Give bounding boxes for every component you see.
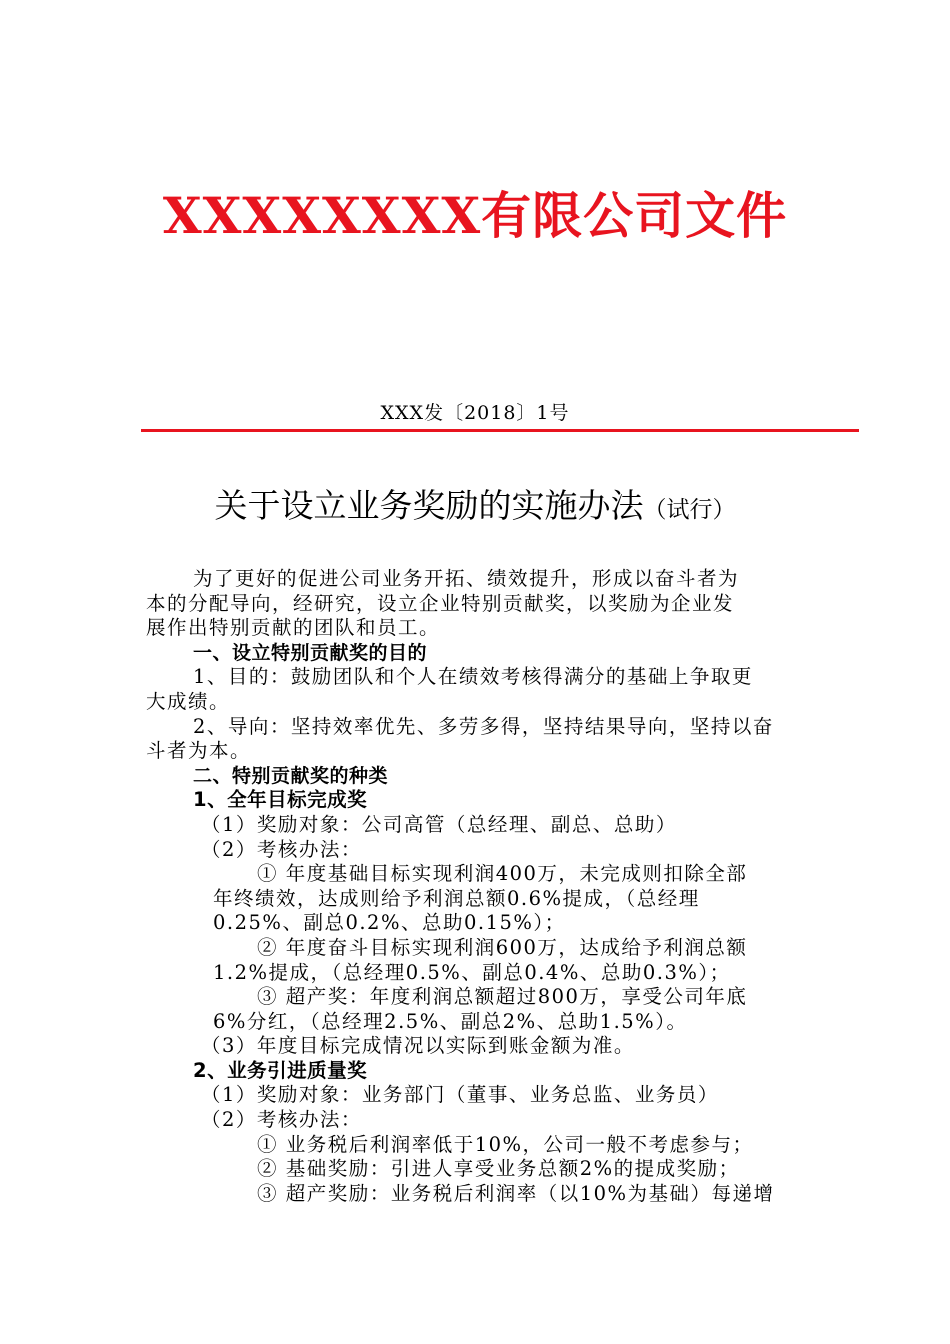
body-line: 一、设立特别贡献奖的目的 [193,641,428,664]
body-line: 年终绩效，达成则给予利润总额0.6%提成，（总经理 [213,886,700,910]
body-line: （1）奖励对象：业务部门（董事、业务总监、业务员） [201,1083,719,1107]
title-main: 关于设立业务奖励的实施办法 [214,486,644,525]
body-line: ① 年度基础目标实现利润400万，未完成则扣除全部 [257,862,748,886]
body-line: 2、业务引进质量奖 [193,1058,368,1082]
body-line: ① 业务税后利润率低于10%，公司一般不考虑参与； [257,1132,754,1156]
body-line: 6%分红，（总经理2.5%、副总2%、总助1.5%）。 [213,1009,688,1033]
body-line: 二、特别贡献奖的种类 [193,764,389,787]
body-line: ② 年度奋斗目标实现利润600万，达成给予利润总额 [257,935,748,959]
org-title: XXXXXXXX有限公司文件 [162,186,788,245]
body-line: 为了更好的促进公司业务开拓、绩效提升，形成以奋斗者为 [193,567,740,590]
doc-number: XXX发〔2018〕1号 [380,402,570,424]
red-divider [141,429,859,432]
body-line: 大成绩。 [146,689,231,713]
body-line: （2）考核办法： [201,1108,362,1132]
body-line: 斗者为本。 [146,739,252,763]
title-suffix: （试行） [643,497,736,523]
body-line: ② 基础奖励：引进人享受业务总额2%的提成奖励； [257,1157,740,1181]
body-line: （1）奖励对象：公司高管（总经理、副总、总助） [201,812,677,836]
body-line: 2、导向：坚持效率优先、多劳多得，坚持结果导向，坚持以奋 [193,714,774,738]
body-line: 0.25%、副总0.2%、总助0.15%）； [213,911,566,935]
body-line: ③ 超产奖励：业务税后利润率（以10%为基础）每递增 [257,1181,775,1205]
body-line: 展作出特别贡献的团队和员工。 [146,616,441,640]
document-body [146,567,810,1206]
body-line: ③ 超产奖：年度利润总额超过800万，享受公司年底 [257,985,748,1009]
body-line: 1.2%提成，（总经理0.5%、副总0.4%、总助0.3%）； [213,960,731,984]
body-line: 本的分配导向，经研究，设立企业特别贡献奖，以奖励为企业发 [146,591,735,615]
document-title [0,480,950,527]
body-line: （3）年度目标完成情况以实际到账金额为准。 [201,1034,635,1058]
body-line: 1、全年目标完成奖 [193,788,368,812]
body-line: 1、目的：鼓励团队和个人在绩效考核得满分的基础上争取更 [193,665,753,689]
body-line: （2）考核办法： [201,837,362,861]
